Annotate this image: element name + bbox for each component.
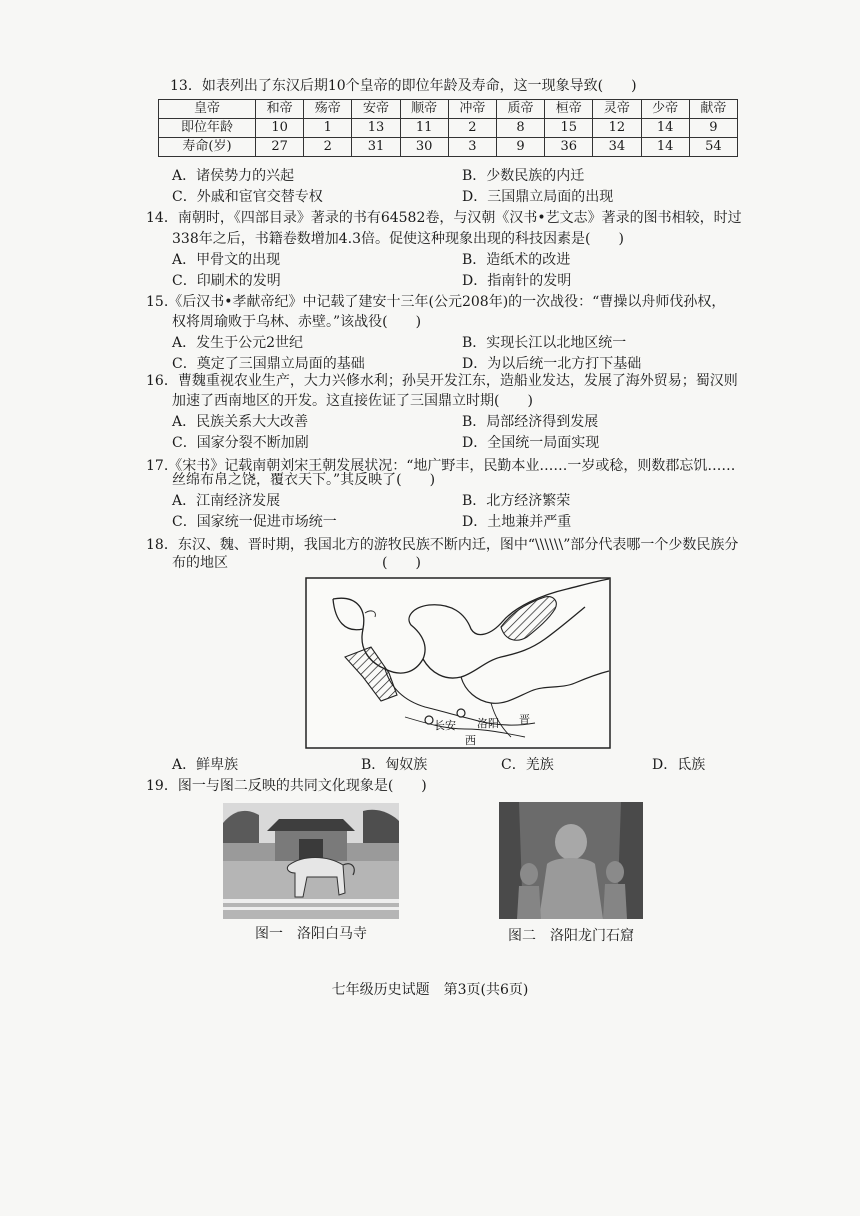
table-cell: 9 (496, 138, 544, 157)
table-cell: 殇帝 (304, 100, 352, 119)
table-cell: 冲帝 (448, 100, 496, 119)
map-label-luoyang: 洛阳 (477, 717, 499, 730)
table-cell: 皇帝 (159, 100, 256, 119)
table-cell: 2 (304, 138, 352, 157)
option-c[interactable]: C．奠定了三国鼎立局面的基础 (172, 356, 365, 372)
north-china-map (305, 577, 611, 749)
table-cell: 即位年龄 (159, 119, 256, 138)
table-cell: 14 (641, 119, 689, 138)
option-a[interactable]: A．诸侯势力的兴起 (172, 168, 295, 184)
option-b[interactable]: B．匈奴族 (361, 757, 428, 773)
table-row (159, 119, 738, 138)
q17-stem-line2: 丝绵布帛之饶，覆衣天下。”其反映了( ) (172, 472, 436, 488)
table-cell: 安帝 (352, 100, 400, 119)
option-c[interactable]: C．国家统一促进市场统一 (172, 514, 337, 530)
q14-options (172, 250, 732, 292)
option-b[interactable]: B．局部经济得到发展 (462, 414, 599, 430)
option-a[interactable]: A．鲜卑族 (172, 757, 239, 773)
option-b[interactable]: B．造纸术的改进 (462, 252, 571, 268)
option-d[interactable]: D．氐族 (652, 757, 706, 773)
table-cell: 质帝 (496, 100, 544, 119)
fig2-caption: 图二 洛阳龙门石窟 (508, 928, 634, 944)
changan-marker (425, 716, 433, 724)
q18-options (172, 755, 732, 777)
option-d[interactable]: D．指南针的发明 (462, 273, 572, 289)
q17-options (172, 491, 732, 533)
emperor-table (158, 99, 738, 157)
table-cell: 31 (352, 138, 400, 157)
option-c[interactable]: C．外戚和宦官交替专权 (172, 189, 323, 205)
q13-stem: 13．如表列出了东汉后期10个皇帝的即位年龄及寿命，这一现象导致( ) (170, 78, 637, 94)
table-cell: 和帝 (256, 100, 304, 119)
table-cell: 寿命(岁) (159, 138, 256, 157)
q18-answer-blank: ( ) (382, 555, 421, 571)
option-a[interactable]: A．发生于公元2世纪 (172, 335, 304, 351)
option-b[interactable]: B．实现长江以北地区统一 (462, 335, 627, 351)
q16-stem-line2: 加速了西南地区的开发。这直接佐证了三国鼎立时期( ) (172, 393, 533, 409)
q17-stem-line1: 17.《宋书》记载南朝刘宋王朝发展状况：“地广野丰，民勤本业……一岁或稔，则数郡忘饥…… (146, 458, 736, 474)
table-cell: 27 (256, 138, 304, 157)
table-cell: 36 (545, 138, 593, 157)
option-c[interactable]: C．国家分裂不断加剧 (172, 435, 309, 451)
white-horse-temple-photo (223, 803, 399, 919)
table-cell: 1 (304, 119, 352, 138)
fig1-caption: 图一 洛阳白马寺 (255, 926, 367, 942)
q18-stem-line2: 布的地区 (172, 555, 228, 571)
option-a[interactable]: A．甲骨文的出现 (172, 252, 281, 268)
map-label-jin: 晋 (519, 713, 530, 726)
q15-options (172, 333, 732, 375)
q15-stem-line1: 15.《后汉书•孝献帝纪》中记载了建安十三年(公元208年)的一次战役：“曹操以舟师伐孙权， (146, 294, 726, 310)
table-cell: 34 (593, 138, 641, 157)
table-cell: 54 (689, 138, 737, 157)
table-cell: 10 (256, 119, 304, 138)
table-cell: 8 (496, 119, 544, 138)
q15-stem-line2: 权将周瑜败于乌林、赤壁。”该战役( ) (172, 314, 422, 330)
q19-stem: 19．图一与图二反映的共同文化现象是( ) (146, 778, 427, 794)
table-cell: 顺帝 (400, 100, 448, 119)
table-cell: 15 (545, 119, 593, 138)
table-cell: 2 (448, 119, 496, 138)
q16-options (172, 412, 732, 454)
option-d[interactable]: D．为以后统一北方打下基础 (462, 356, 642, 372)
longmen-grottoes-photo (499, 802, 643, 919)
table-row (159, 138, 738, 157)
q14-stem-line2: 338年之后，书籍卷数增加4.3倍。促使这种现象出现的科技因素是( ) (172, 231, 624, 247)
table-row (159, 100, 738, 119)
luoyang-marker (457, 709, 465, 717)
q14-stem-line1: 14．南朝时，《四部目录》著录的书有64582卷，与汉朝《汉书•艺文志》著录的图书相较，时过 (146, 210, 742, 226)
map-label-changan: 长安 (434, 719, 456, 732)
table-cell: 14 (641, 138, 689, 157)
option-b[interactable]: B．北方经济繁荣 (462, 493, 571, 509)
q16-stem-line1: 16．曹魏重视农业生产，大力兴修水利；孙吴开发江东，造船业发达，发展了海外贸易；蜀汉则 (146, 373, 738, 389)
table-cell: 献帝 (689, 100, 737, 119)
option-a[interactable]: A．江南经济发展 (172, 493, 281, 509)
table-cell: 12 (593, 119, 641, 138)
table-cell: 11 (400, 119, 448, 138)
q18-stem-line1: 18．东汉、魏、晋时期，我国北方的游牧民族不断内迁，图中“\\\\\\”部分代表哪一个少数民族分 (146, 537, 739, 553)
option-a[interactable]: A．民族关系大大改善 (172, 414, 309, 430)
option-d[interactable]: D．土地兼并严重 (462, 514, 572, 530)
table-cell: 30 (400, 138, 448, 157)
table-cell: 3 (448, 138, 496, 157)
table-cell: 少帝 (641, 100, 689, 119)
table-cell: 13 (352, 119, 400, 138)
q13-options (172, 166, 732, 208)
option-b[interactable]: B．少数民族的内迁 (462, 168, 585, 184)
table-cell: 9 (689, 119, 737, 138)
option-c[interactable]: C．印刷术的发明 (172, 273, 281, 289)
option-c[interactable]: C．羌族 (501, 757, 554, 773)
map-label-xi: 西 (465, 734, 476, 747)
page-footer: 七年级历史试题 第3页(共6页) (331, 982, 529, 998)
table-cell: 桓帝 (545, 100, 593, 119)
table-cell: 灵帝 (593, 100, 641, 119)
option-d[interactable]: D．三国鼎立局面的出现 (462, 189, 614, 205)
option-d[interactable]: D．全国统一局面实现 (462, 435, 600, 451)
